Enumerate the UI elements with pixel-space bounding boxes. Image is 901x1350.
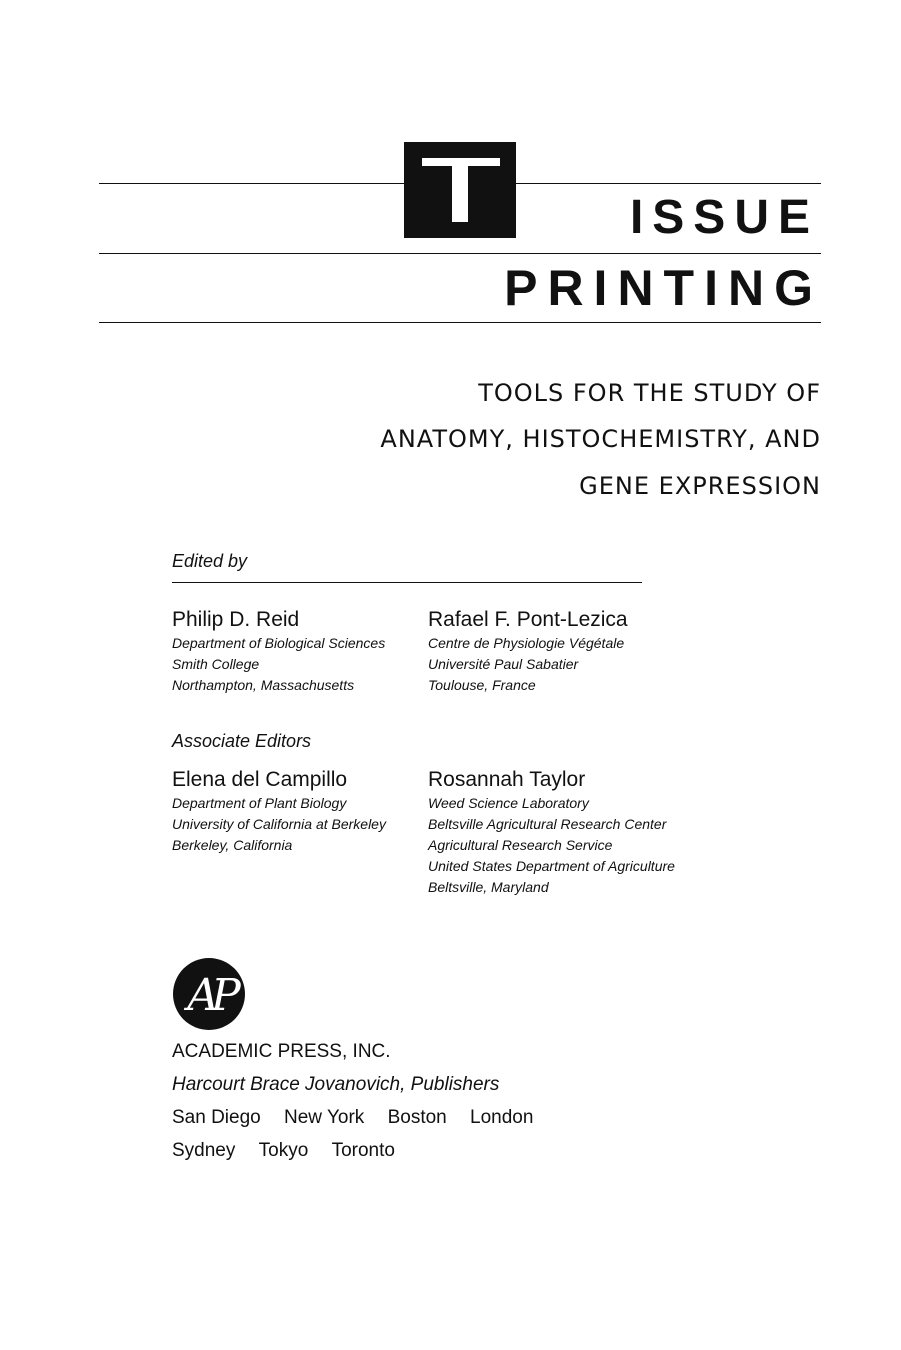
associate-editor-affiliation: Weed Science Laboratory — [428, 795, 589, 811]
title-drop-letter-box — [404, 142, 516, 238]
city: San Diego — [172, 1107, 261, 1128]
subtitle-line-2: ANATOMY, HISTOCHEMISTRY, AND — [380, 425, 821, 453]
editor-affiliation: Department of Biological Sciences — [172, 635, 386, 651]
editor-affiliation: Université Paul Sabatier — [428, 656, 579, 672]
editor-pont-lezica — [428, 607, 628, 696]
associate-editor-affiliation: Agricultural Research Service — [428, 837, 613, 853]
associate-editor-affiliation: Department of Plant Biology — [172, 795, 347, 811]
academic-press-logo-icon — [172, 957, 246, 1031]
associate-editor-affiliation: Beltsville, Maryland — [428, 879, 549, 895]
editors-rule — [172, 582, 642, 583]
city: New York — [284, 1107, 365, 1128]
title-issue: ISSUE — [629, 191, 819, 244]
publisher-name: ACADEMIC PRESS, INC. — [172, 1041, 391, 1062]
publisher-cities-row-2 — [172, 1141, 413, 1160]
associate-editor-affiliation: United States Department of Agriculture — [428, 858, 675, 874]
title-rule-bottom — [99, 322, 821, 323]
subtitle-line-3: GENE EXPRESSION — [579, 472, 821, 500]
logo-letters: AP — [187, 970, 233, 1021]
associate-editor-taylor — [428, 767, 675, 898]
editor-name: Rafael F. Pont-Lezica — [428, 608, 628, 631]
associate-editors-label: Associate Editors — [172, 731, 312, 751]
editor-affiliation: Toulouse, France — [428, 677, 536, 693]
title-printing: PRINTING — [504, 260, 823, 316]
publisher-subtitle: Harcourt Brace Jovanovich, Publishers — [172, 1074, 500, 1095]
associate-editor-name: Elena del Campillo — [172, 768, 348, 791]
editor-reid — [172, 607, 385, 696]
associate-editor-name: Rosannah Taylor — [428, 768, 586, 791]
city: Sydney — [172, 1140, 236, 1161]
edited-by-label: Edited by — [172, 551, 248, 571]
associate-editor-affiliation: University of California at Berkeley — [172, 816, 386, 832]
city: London — [470, 1107, 534, 1128]
associate-editor-affiliation: Berkeley, California — [172, 837, 293, 853]
editor-affiliation: Northampton, Massachusetts — [172, 677, 355, 693]
city: Boston — [387, 1107, 447, 1128]
city: Toronto — [331, 1140, 395, 1161]
title-rule-middle — [99, 253, 821, 254]
subtitle-line-1: TOOLS FOR THE STUDY OF — [478, 379, 821, 407]
publisher-cities-row-1 — [172, 1108, 551, 1127]
editor-name: Philip D. Reid — [172, 608, 300, 631]
editor-affiliation: Centre de Physiologie Végétale — [428, 635, 625, 651]
associate-editor-campillo — [172, 767, 386, 856]
city: Tokyo — [258, 1140, 309, 1161]
title-drop-letter-stem — [452, 158, 468, 222]
title-drop-letter — [404, 142, 405, 143]
editor-affiliation: Smith College — [172, 656, 260, 672]
associate-editor-affiliation: Beltsville Agricultural Research Center — [428, 816, 667, 832]
